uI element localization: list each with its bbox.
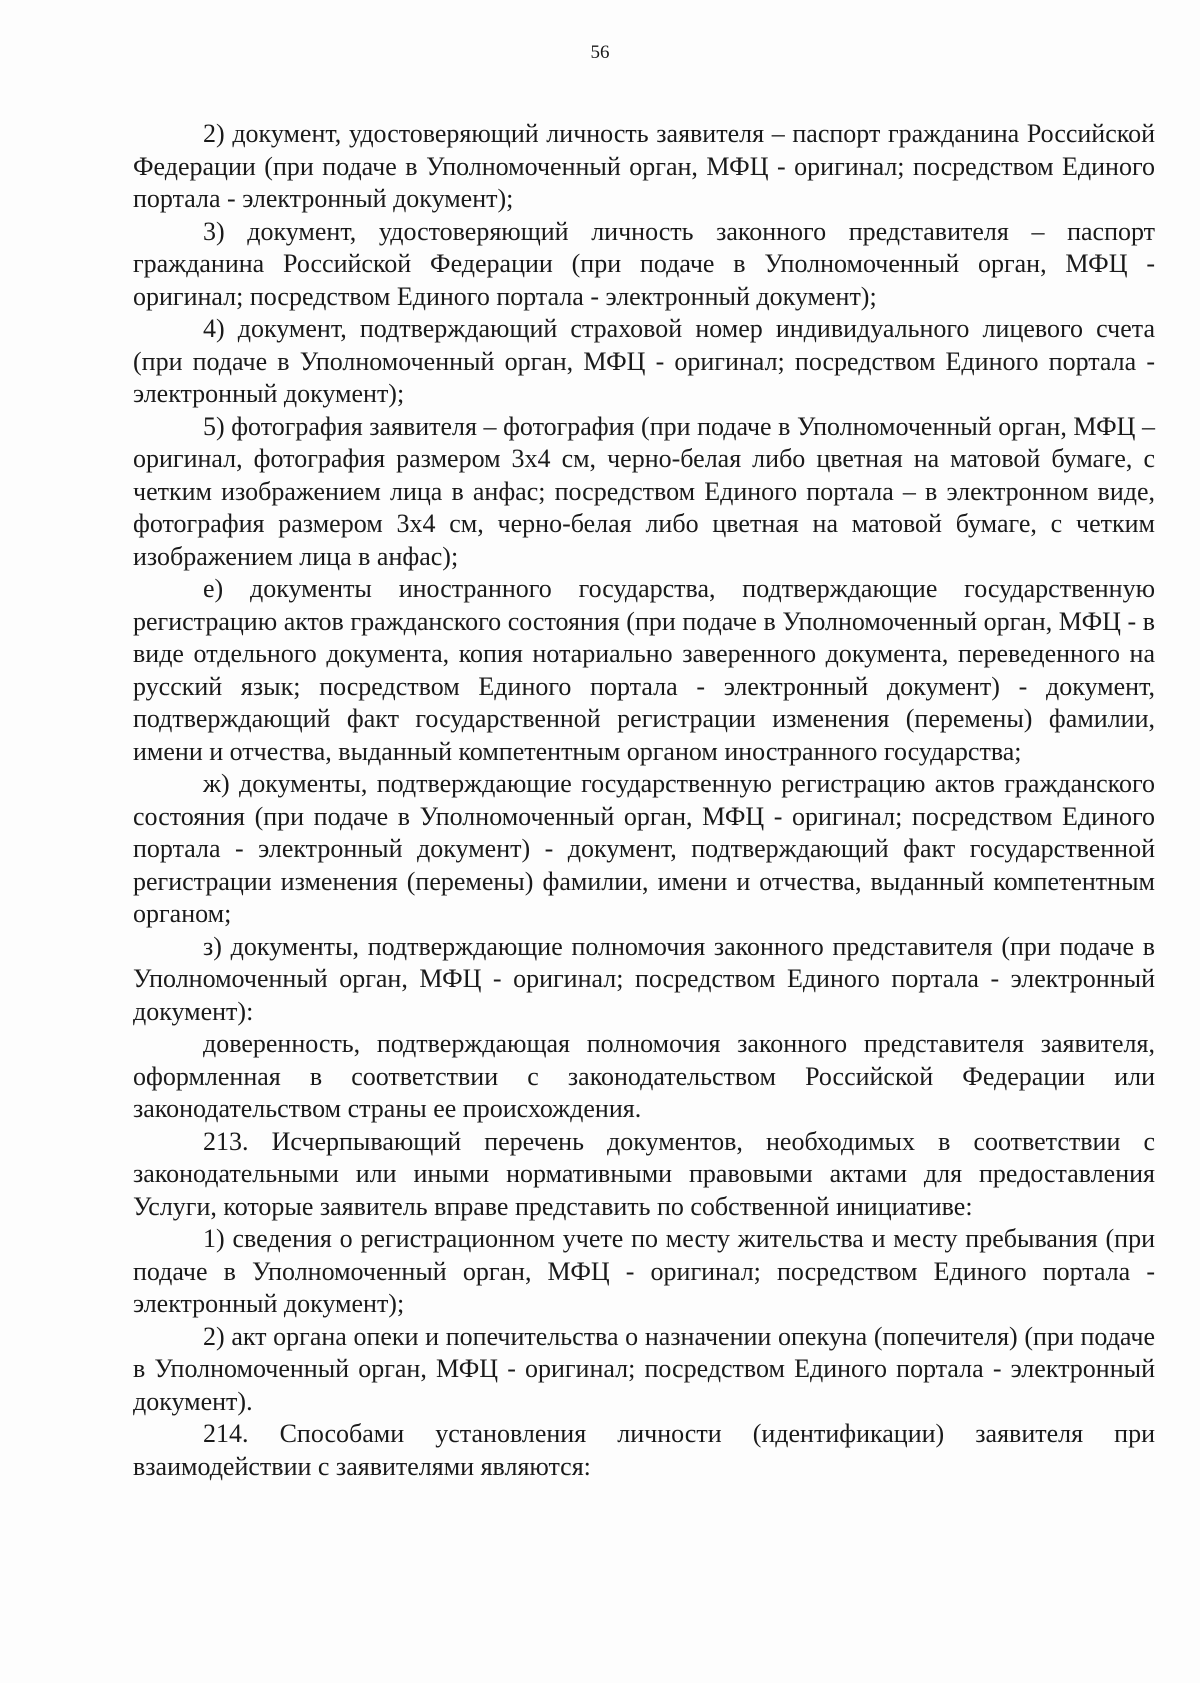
paragraph-item-4-snils: 4) документ, подтверждающий страховой номер индивидуального лицевого счета (при подаче в Уполномоченный орган, МФЦ - оригинал; посредством Единого портала - электронный документ);	[133, 314, 1155, 408]
paragraph-213-item-1: 1) сведения о регистрационном учете по месту жительства и месту пребывания (при подаче в Уполномоченный орган, МФЦ - оригинал; посредством Единого портала - электронный документ);	[133, 1224, 1155, 1318]
paragraph-item-zh-civil-registration: ж) документы, подтверждающие государственную регистрацию актов гражданского состояния (при подаче в Уполномоченный орган, МФЦ - оригинал; посредством Единого портала - электронный документ) - документ, подтверждающий факт государственной регистрации изменения (перемены) фамилии, имени и отчества, выданный компетентным органом;	[133, 769, 1155, 928]
paragraph-item-e-foreign-documents: е) документы иностранного государства, подтверждающие государственную регистрацию актов гражданского состояния (при подаче в Уполномоченный орган, МФЦ - в виде отдельного документа, копия нотариально заверенного документа, переведенного на русский язык; посредством Единого портала - электронный документ) - документ, подтверждающий факт государственной регистрации изменения (перемены) фамилии, имени и отчества, выданный компетентным органом иностранного государства;	[133, 574, 1155, 766]
paragraph-item-2-passport-applicant: 2) документ, удостоверяющий личность заявителя – паспорт гражданина Российской Федерации (при подаче в Уполномоченный орган, МФЦ - оригинал; посредством Единого портала - электронный документ);	[133, 119, 1155, 213]
paragraph-item-z-representative-authority: з) документы, подтверждающие полномочия законного представителя (при подаче в Уполномоченный орган, МФЦ - оригинал; посредством Единого портала - электронный документ):	[133, 931, 1155, 1026]
paragraph-power-of-attorney: доверенность, подтверждающая полномочия законного представителя заявителя, оформленная в соответствии с законодательством Российской Федерации или законодательством страны ее происхождения.	[133, 1029, 1155, 1123]
paragraph-item-3-passport-representative: 3) документ, удостоверяющий личность законного представителя – паспорт гражданина Российской Федерации (при подаче в Уполномоченный орган, МФЦ - оригинал; посредством Единого портала - электронный документ);	[133, 216, 1155, 311]
paragraph-213: 213. Исчерпывающий перечень документов, необходимых в соответствии с законодательными или иными нормативными правовыми актами для предоставления Услуги, которые заявитель вправе представить по собственной инициативе:	[133, 1126, 1155, 1221]
paragraph-213-item-2: 2) акт органа опеки и попечительства о назначении опекуна (попечителя) (при подаче в Уполномоченный орган, МФЦ - оригинал; посредством Единого портала - электронный документ).	[133, 1321, 1155, 1416]
page-number: 56	[590, 42, 610, 63]
document-body	[133, 118, 1155, 1483]
paragraph-item-5-photo: 5) фотография заявителя – фотография (при подаче в Уполномоченный орган, МФЦ – оригинал, фотография размером 3х4 см, черно-белая либо цветная на матовой бумаге, с четким изображением лица в анфас; посредством Единого портала – в электронном виде, фотография размером 3х4 см, черно-белая либо цветная на матовой бумаге, с четким изображением лица в анфас);	[133, 411, 1155, 571]
paragraph-214: 214. Способами установления личности (идентификации) заявителя при взаимодействии с заявителями являются:	[133, 1419, 1155, 1481]
